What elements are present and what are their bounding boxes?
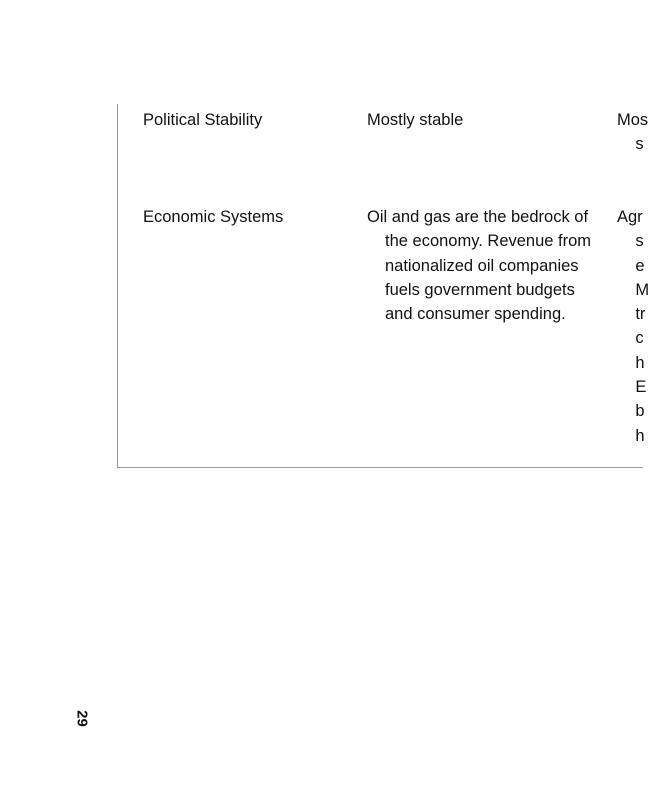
page-number: 29 <box>73 710 91 727</box>
col3-line: Mos s <box>617 111 649 154</box>
col3-text: Agr s e M tr c h E b h <box>617 208 649 445</box>
row-economic-systems-col3 <box>617 205 649 448</box>
row-political-stability-col3 <box>617 108 648 157</box>
row-political-stability-col2: Mostly stable <box>367 111 464 129</box>
row-label-economic-systems: Economic Systems <box>143 208 284 226</box>
row-economic-systems-col2: Oil and gas are the bedrock of the economy. Revenue from nationalized oil companies fuels government budgets and consumer spending. <box>367 208 592 324</box>
row-label-political-stability: Political Stability <box>143 111 263 129</box>
